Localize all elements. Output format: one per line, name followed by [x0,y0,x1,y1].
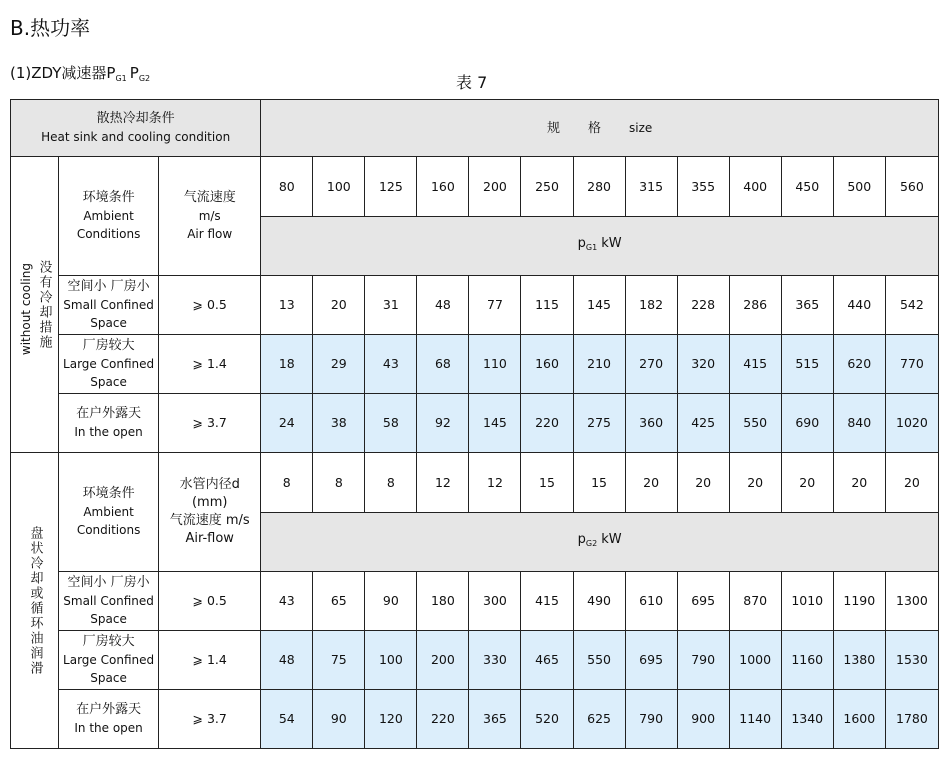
power-value-cell: 120 [365,690,417,749]
power-value-cell: 1010 [781,572,833,631]
power-value-cell: 620 [833,335,885,394]
pipe-diameter-cell: 15 [573,453,625,513]
power-value-cell: 610 [625,572,677,631]
pipe-diameter-cell: 8 [365,453,417,513]
power-value-cell: 550 [729,394,781,453]
unit-p: p [577,532,586,547]
env-cn: 厂房较大 [82,338,135,353]
power-value-cell: 690 [781,394,833,453]
ambient-cn: 环境条件 [82,486,135,501]
pipe-diameter-cell: 20 [729,453,781,513]
power-value-cell: 286 [729,276,781,335]
power-value-cell: 515 [781,335,833,394]
pipe-diameter-cell: 20 [677,453,729,513]
pipe-diameter-cell: 20 [625,453,677,513]
env-en2: Space [90,612,127,626]
power-unit-label [261,513,939,572]
power-value-cell: 1530 [885,631,938,690]
power-value-cell: 300 [469,572,521,631]
table-row [11,690,939,749]
power-value-cell: 160 [521,335,573,394]
power-value-cell: 182 [625,276,677,335]
ambient-conditions-label [59,453,159,572]
power-value-cell: 365 [469,690,521,749]
power-value-cell: 115 [521,276,573,335]
power-value-cell: 68 [417,335,469,394]
power-value-cell: 625 [573,690,625,749]
power-value-cell: 695 [625,631,677,690]
unit-p: p [577,236,586,251]
table-row [11,631,939,690]
power-value-cell: 520 [521,690,573,749]
air-speed-cell: ⩾ 0.5 [159,572,261,631]
size-cell: 125 [365,157,417,217]
air-speed-cell: ⩾ 0.5 [159,276,261,335]
power-value-cell: 13 [261,276,313,335]
env-en1: Large Confined [63,357,155,371]
size-header-en: size [629,120,653,135]
env-en1: Large Confined [63,653,155,667]
pipe-diameter-cell: 12 [417,453,469,513]
pipe-cn: 水管内径d [179,477,240,492]
pipe-flow-label [159,453,261,572]
power-value-cell: 542 [885,276,938,335]
power-value-cell: 31 [365,276,417,335]
size-cell: 280 [573,157,625,217]
power-value-cell: 180 [417,572,469,631]
power-value-cell: 1300 [885,572,938,631]
env-en1: Small Confined [63,594,154,608]
power-value-cell: 465 [521,631,573,690]
size-cell: 200 [469,157,521,217]
size-cell: 355 [677,157,729,217]
side-label-coil-cooling [11,453,59,749]
air-speed-cell: ⩾ 3.7 [159,690,261,749]
power-value-cell: 1340 [781,690,833,749]
power-value-cell: 270 [625,335,677,394]
power-value-cell: 43 [261,572,313,631]
power-value-cell: 770 [885,335,938,394]
power-value-cell: 365 [781,276,833,335]
size-cell: 450 [781,157,833,217]
side-cn: 盘状冷却或循环油润滑 [27,525,43,676]
power-value-cell: 415 [521,572,573,631]
power-value-cell: 330 [469,631,521,690]
side-en: without cooling [18,263,33,356]
power-value-cell: 415 [729,335,781,394]
table-row [11,394,939,453]
unit-sub: G2 [585,539,598,548]
pipe-diameter-cell: 20 [885,453,938,513]
power-value-cell: 440 [833,276,885,335]
pipe-diameter-cell: 8 [261,453,313,513]
pipe-diameter-cell: 20 [781,453,833,513]
power-value-cell: 790 [625,690,677,749]
flow-cn: 气流速度 [183,190,236,205]
section-title: B.热功率 [10,16,91,40]
pipe-unit: (mm) [191,495,228,510]
flow-en: Air-flow [185,531,234,546]
env-cn: 在户外露天 [76,406,142,421]
env-cn: 空间小 厂房小 [67,279,150,294]
unit-kw: kW [601,236,622,251]
power-value-cell: 870 [729,572,781,631]
power-value-cell: 18 [261,335,313,394]
size-cell: 500 [833,157,885,217]
size-cell: 315 [625,157,677,217]
power-value-cell: 100 [365,631,417,690]
subtitle-sub-g2: G2 [138,74,151,83]
air-speed-cell: ⩾ 3.7 [159,394,261,453]
power-value-cell: 320 [677,335,729,394]
table-body [11,100,939,749]
size-cell: 560 [885,157,938,217]
thermal-power-table [10,99,939,749]
flow-unit: m/s [198,209,221,223]
power-value-cell: 77 [469,276,521,335]
power-value-cell: 1780 [885,690,938,749]
ambient-en2: Conditions [76,523,141,537]
unit-kw: kW [601,532,622,547]
size-cell: 400 [729,157,781,217]
power-value-cell: 110 [469,335,521,394]
power-value-cell: 275 [573,394,625,453]
env-en2: Space [90,671,127,685]
ambient-en1: Ambient [83,209,134,223]
env-cn: 在户外露天 [76,702,142,717]
table-title: 表 7 [456,73,488,92]
power-value-cell: 200 [417,631,469,690]
power-value-cell: 75 [313,631,365,690]
table-row [11,335,939,394]
power-value-cell: 490 [573,572,625,631]
power-value-cell: 90 [313,690,365,749]
flow-cn: 气流速度 m/s [169,513,250,528]
power-value-cell: 48 [261,631,313,690]
condition-header-en: Heat sink and cooling condition [41,130,231,144]
table-row [11,276,939,335]
environment-label [59,276,159,335]
power-value-cell: 1000 [729,631,781,690]
env-cn: 空间小 厂房小 [67,575,150,590]
power-value-cell: 550 [573,631,625,690]
power-value-cell: 38 [313,394,365,453]
ambient-cn: 环境条件 [82,190,135,205]
ambient-conditions-label [59,157,159,276]
size-cell: 100 [313,157,365,217]
power-value-cell: 1140 [729,690,781,749]
pipe-diameter-cell: 12 [469,453,521,513]
table-row [11,572,939,631]
subtitle [10,62,153,83]
size-header [261,100,939,157]
side-cn: 没有冷却措施 [36,259,52,350]
pipe-diameter-cell: 15 [521,453,573,513]
size-row [11,157,939,217]
power-value-cell: 20 [313,276,365,335]
power-value-cell: 1380 [833,631,885,690]
power-value-cell: 65 [313,572,365,631]
power-value-cell: 900 [677,690,729,749]
side-label-no-cooling [11,157,59,453]
env-en1: Small Confined [63,298,154,312]
pipe-diameter-cell: 8 [313,453,365,513]
power-value-cell: 24 [261,394,313,453]
size-header-cn1: 规 [546,120,560,136]
power-value-cell: 145 [469,394,521,453]
power-value-cell: 58 [365,394,417,453]
ambient-en1: Ambient [83,505,134,519]
environment-label [59,631,159,690]
power-value-cell: 54 [261,690,313,749]
power-value-cell: 145 [573,276,625,335]
header-row [11,100,939,157]
power-value-cell: 92 [417,394,469,453]
subtitle-sub-g1: G1 [115,74,127,83]
size-cell: 80 [261,157,313,217]
power-value-cell: 43 [365,335,417,394]
power-value-cell: 840 [833,394,885,453]
pipe-row [11,453,939,513]
subtitle-main: (1)ZDY减速器P [10,64,116,82]
power-value-cell: 1020 [885,394,938,453]
air-speed-cell: ⩾ 1.4 [159,631,261,690]
pipe-diameter-cell: 20 [833,453,885,513]
ambient-en2: Conditions [76,227,141,241]
size-cell: 160 [417,157,469,217]
condition-header [11,100,261,157]
power-value-cell: 790 [677,631,729,690]
power-value-cell: 1190 [833,572,885,631]
power-value-cell: 210 [573,335,625,394]
power-value-cell: 29 [313,335,365,394]
condition-header-cn: 散热冷却条件 [96,111,175,126]
power-value-cell: 360 [625,394,677,453]
power-value-cell: 220 [417,690,469,749]
env-en2: Space [90,316,127,330]
power-value-cell: 48 [417,276,469,335]
flow-en: Air flow [187,227,233,241]
power-unit-label [261,217,939,276]
power-value-cell: 695 [677,572,729,631]
power-value-cell: 1160 [781,631,833,690]
power-value-cell: 220 [521,394,573,453]
size-header-cn2: 格 [587,120,601,136]
power-value-cell: 228 [677,276,729,335]
power-value-cell: 1600 [833,690,885,749]
environment-label [59,690,159,749]
size-cell: 250 [521,157,573,217]
env-en2: Space [90,375,127,389]
air-flow-label [159,157,261,276]
air-speed-cell: ⩾ 1.4 [159,335,261,394]
subtitle-mid: P [129,64,139,82]
environment-label [59,335,159,394]
env-en1: In the open [74,721,143,735]
power-value-cell: 425 [677,394,729,453]
unit-sub: G1 [585,243,598,252]
environment-label [59,572,159,631]
env-cn: 厂房较大 [82,634,135,649]
env-en1: In the open [74,425,143,439]
power-value-cell: 90 [365,572,417,631]
environment-label [59,394,159,453]
